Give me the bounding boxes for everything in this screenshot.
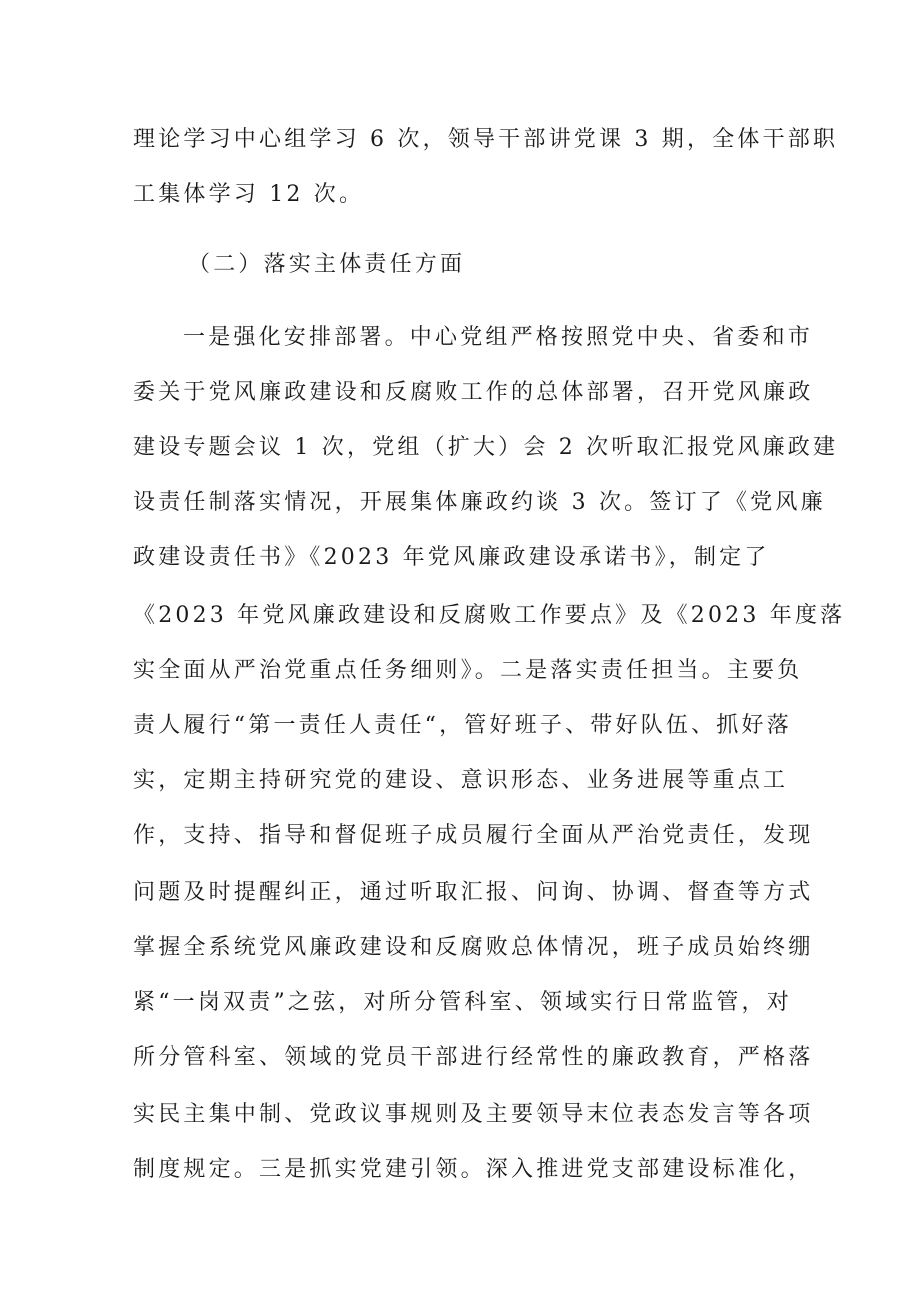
text-line: 工集体学习 12 次。 xyxy=(133,182,365,207)
text-line: 作，支持、指导和督促班子成员履行全面从严治党责任，发现 xyxy=(133,823,814,848)
text-line: 理论学习中心组学习 6 次，领导干部讲党课 3 期，全体干部职 xyxy=(133,127,839,152)
text-line: 实民主集中制、党政议事规则及主要领导末位表态发言等各项 xyxy=(133,1102,814,1127)
text-line: 所分管科室、领域的党员干部进行经常性的廉政教育，严格落 xyxy=(133,1045,814,1070)
text-line: 问题及时提醒纠正，通过听取汇报、问询、协调、督查等方式 xyxy=(133,880,814,905)
text-line: 委关于党风廉政建设和反腐败工作的总体部署，召开党风廉政 xyxy=(133,380,814,405)
text-line: 责人履行“第一责任人责任“，管好班子、带好队伍、抓好落 xyxy=(133,713,792,738)
section-heading: （二）落实主体责任方面 xyxy=(188,252,466,277)
text-line: 制度规定。三是抓实党建引领。深入推进党支部建设标准化， xyxy=(133,1157,814,1182)
text-line: 政建设责任书》《2023 年党风廉政建设承诺书》，制定了 xyxy=(133,545,770,570)
text-line: 实，定期主持研究党的建设、意识形态、业务进展等重点工 xyxy=(133,768,789,793)
text-line: 设责任制落实情况，开展集体廉政约谈 3 次。签订了《党风廉 xyxy=(133,490,826,515)
text-line: 建设专题会议 1 次，党组（扩大）会 2 次听取汇报党风廉政建 xyxy=(133,435,839,460)
text-line: 实全面从严治党重点任务细则》。二是落实责任担当。主要负 xyxy=(133,658,803,683)
text-line: 一是强化安排部署。中心党组严格按照党中央、省委和市 xyxy=(183,325,814,350)
text-line: 掌握全系统党风廉政建设和反腐败总体情况，班子成员始终绷 xyxy=(133,935,814,960)
text-line: 紧“一岗双责”之弦，对所分管科室、领域实行日常监管，对 xyxy=(133,990,792,1015)
text-line: 《2023 年党风廉政建设和反腐败工作要点》及《2023 年度落 xyxy=(133,603,846,628)
